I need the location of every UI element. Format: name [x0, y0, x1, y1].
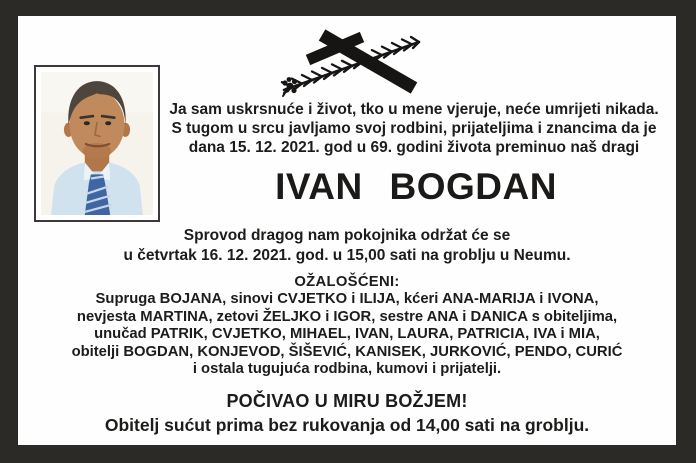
quote-line-3: dana 15. 12. 2021. god u 69. godini života preminuo naš dragi — [188, 138, 640, 156]
mourners-section — [18, 274, 676, 378]
announcement-text — [156, 101, 672, 157]
mourners-line: obitelji BOGDAN, KONJEVOD, ŠIŠEVIĆ, KANISEK, JURKOVIĆ, PENDO, CURIĆ — [71, 343, 623, 360]
quote-line-2: S tugom u srcu javljamo svoj rodbini, prijateljima i znancima da je — [171, 119, 657, 137]
mourners-heading: OŽALOŠĆENI: — [294, 274, 400, 290]
mourners-line: unučad PATRIK, CVJETKO, MIHAEL, IVAN, LAURA, PATRICIA, IVA i MIA, — [94, 326, 600, 343]
mourners-line: i ostala tugujuća rodbina, kumovi i prijatelji. — [192, 361, 502, 378]
mourners-line: Supruga BOJANA, sinovi CVJETKO i ILIJA, kćeri ANA-MARIJA i IVONA, — [95, 291, 599, 308]
condolences-line: Obitelj sućut prima bez rukovanja od 14,00 sati na groblju. — [104, 415, 590, 435]
funeral-line-1: Sprovod dragog nam pokojnika održat će se — [183, 227, 511, 244]
deceased-photo — [34, 65, 160, 222]
funeral-info — [18, 226, 676, 265]
notice-panel — [18, 16, 676, 445]
cross-palm-icon — [278, 26, 428, 98]
mourners-line: nevjesta MARTINA, zetovi ŽELJKO i IGOR, sestre ANA i DANICA s obiteljima, — [76, 308, 618, 325]
cross-palm-svg — [278, 26, 428, 98]
funeral-line-2: u četvrtak 16. 12. 2021. god. u 15,00 sati na groblju u Neumu. — [123, 246, 571, 264]
rest-in-peace-line: POČIVAO U MIRU BOŽJEM! — [226, 391, 468, 411]
portrait-illustration — [41, 72, 153, 215]
deceased-name: IVAN BOGDAN — [275, 166, 557, 207]
quote-line-1: Ja sam uskrsnuće i život, tko u mene vjeruje, neće umrijeti nikada. — [169, 101, 659, 118]
